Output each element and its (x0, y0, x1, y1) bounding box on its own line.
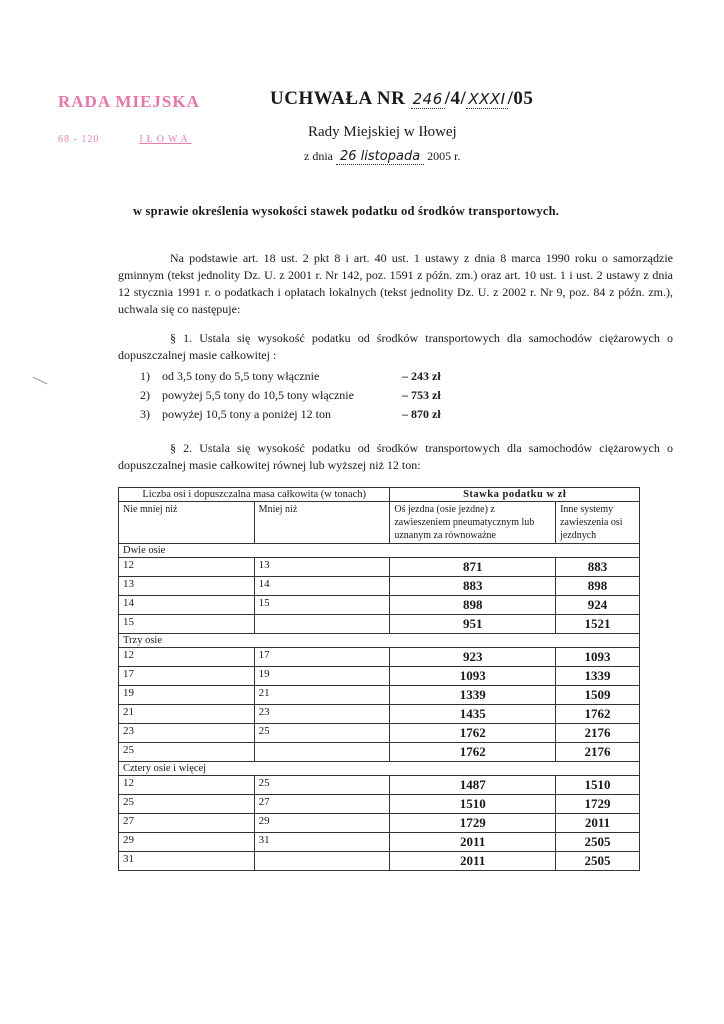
cell-max: 29 (254, 814, 390, 833)
cell-pneumatic: 871 (390, 558, 556, 577)
rate-number: 2) (140, 388, 150, 402)
margin-mark (33, 377, 48, 385)
rate-description: powyżej 10,5 tony a poniżej 12 ton (162, 407, 331, 421)
cell-min: 19 (119, 686, 255, 705)
cell-other: 898 (556, 577, 640, 596)
cell-other: 1509 (556, 686, 640, 705)
cell-pneumatic: 923 (390, 648, 556, 667)
cell-other: 2505 (556, 833, 640, 852)
title-mid: /4/ (444, 88, 467, 109)
header-min: Nie mniej niż (119, 502, 255, 544)
cell-max: 23 (254, 705, 390, 724)
cell-min: 15 (119, 615, 255, 634)
rate-item (140, 386, 480, 405)
cell-min: 21 (119, 705, 255, 724)
resolution-date (304, 149, 690, 164)
date-suffix: 2005 r. (424, 149, 461, 163)
axle-group-label: Trzy osie (119, 634, 640, 648)
cell-pneumatic: 1487 (390, 776, 556, 795)
cell-pneumatic: 898 (390, 596, 556, 615)
axle-group-row (119, 544, 640, 558)
cell-pneumatic: 1510 (390, 795, 556, 814)
cell-other: 1510 (556, 776, 640, 795)
cell-max: 25 (254, 776, 390, 795)
cell-other: 924 (556, 596, 640, 615)
cell-other: 1521 (556, 615, 640, 634)
rate-amount: – 243 zł (402, 369, 441, 383)
tax-rate-table (118, 487, 640, 871)
table-row (119, 724, 640, 743)
header-tax-rate: Stawka podatku w zł (390, 488, 640, 502)
stamp-postcode: 68 - 120 (58, 134, 100, 145)
rate-number: 3) (140, 407, 150, 421)
cell-max: 17 (254, 648, 390, 667)
table-row (119, 814, 640, 833)
header-max: Mniej niż (254, 502, 390, 544)
rate-description: od 3,5 tony do 5,5 tony włącznie (162, 369, 320, 383)
table-row (119, 577, 640, 596)
cell-min: 29 (119, 833, 255, 852)
cell-min: 25 (119, 795, 255, 814)
cell-max: 27 (254, 795, 390, 814)
cell-min: 17 (119, 667, 255, 686)
council-subtitle: Rady Miejskiej w Iłowej (308, 124, 457, 140)
stamp-council-name: RADA MIEJSKA (58, 92, 200, 111)
cell-other: 1729 (556, 795, 640, 814)
section-2-paragraph: § 2. Ustala się wysokość podatku od środków transportowych dla samochodów ciężarowych o dopuszczalnej masie całkowitej równej lub wyższej niż 12 ton: (118, 441, 673, 472)
table-row (119, 776, 640, 795)
cell-pneumatic: 1762 (390, 743, 556, 762)
cell-max: 15 (254, 596, 390, 615)
cell-other: 1093 (556, 648, 640, 667)
rate-amount: – 753 zł (402, 388, 441, 402)
cell-other: 1339 (556, 667, 640, 686)
stamp-town: IŁOWA (139, 134, 192, 145)
cell-max (254, 743, 390, 762)
cell-min: 12 (119, 776, 255, 795)
cell-min: 12 (119, 648, 255, 667)
resolution-subject: w sprawie określenia wysokości stawek podatku od środków transportowych. (133, 204, 560, 218)
cell-pneumatic: 1435 (390, 705, 556, 724)
table-row (119, 795, 640, 814)
resolution-number-handwritten: 246 (412, 90, 443, 108)
table-row (119, 686, 640, 705)
header-other-suspension: Inne systemy zawieszenia osi jezdnych (556, 502, 640, 544)
rate-item (140, 367, 480, 386)
cell-max: 25 (254, 724, 390, 743)
rate-item (140, 405, 480, 424)
cell-min: 12 (119, 558, 255, 577)
table-row (119, 667, 640, 686)
axle-group-row (119, 634, 640, 648)
rate-description: powyżej 5,5 tony do 10,5 tony włącznie (162, 388, 354, 402)
cell-max: 14 (254, 577, 390, 596)
legal-basis-paragraph: Na podstawie art. 18 ust. 2 pkt 8 i art. 40 ust. 1 ustawy z dnia 8 marca 1990 roku o samorządzie gminnym (tekst jednolity Dz. U. z 2001 r. Nr 142, poz. 1591 z późn. zm.) oraz art. 10 ust. 1 i ust. 2 ustawy z dnia 12 stycznia 1991 r. o podatkach i opłatach lokalnych (tekst jednolity Dz. U. z 2002 r. Nr 9, poz. 84 z późn. zm.), uchwala się co następuje: (118, 251, 673, 316)
cell-pneumatic: 951 (390, 615, 556, 634)
cell-other: 2176 (556, 743, 640, 762)
cell-min: 25 (119, 743, 255, 762)
cell-max: 19 (254, 667, 390, 686)
cell-other: 2176 (556, 724, 640, 743)
cell-min: 27 (119, 814, 255, 833)
cell-pneumatic: 2011 (390, 833, 556, 852)
resolution-title (270, 88, 690, 110)
cell-pneumatic: 1762 (390, 724, 556, 743)
cell-min: 14 (119, 596, 255, 615)
header-axles-mass: Liczba osi i dopuszczalna masa całkowita (w tonach) (119, 488, 390, 502)
cell-min: 23 (119, 724, 255, 743)
cell-min: 31 (119, 852, 255, 871)
table-row (119, 705, 640, 724)
cell-max (254, 852, 390, 871)
table-row (119, 615, 640, 634)
header-pneumatic: Oś jezdna (osie jezdne) z zawieszeniem pneumatycznym lub uznanym za równoważne (390, 502, 556, 544)
cell-pneumatic: 1339 (390, 686, 556, 705)
table-row (119, 648, 640, 667)
rates-list (140, 367, 480, 424)
cell-max: 13 (254, 558, 390, 577)
table-row (119, 743, 640, 762)
council-stamp (58, 92, 258, 145)
cell-other: 883 (556, 558, 640, 577)
stamp-address (58, 134, 258, 145)
section-1-paragraph: § 1. Ustala się wysokość podatku od środków transportowych dla samochodów ciężarowych o dopuszczalnej masie całkowitej : (118, 331, 673, 362)
cell-pneumatic: 883 (390, 577, 556, 596)
cell-pneumatic: 1093 (390, 667, 556, 686)
table-row (119, 833, 640, 852)
axle-group-row (119, 762, 640, 776)
axle-group-label: Dwie osie (119, 544, 640, 558)
cell-pneumatic: 1729 (390, 814, 556, 833)
cell-other: 2505 (556, 852, 640, 871)
table-row (119, 852, 640, 871)
session-number-handwritten: XXXI (468, 90, 506, 108)
cell-max: 31 (254, 833, 390, 852)
cell-max (254, 615, 390, 634)
table-row (119, 596, 640, 615)
resolution-header (270, 88, 690, 164)
axle-group-label: Cztery osie i więcej (119, 762, 640, 776)
rate-amount: – 870 zł (402, 407, 441, 421)
cell-other: 2011 (556, 814, 640, 833)
table-row (119, 558, 640, 577)
cell-other: 1762 (556, 705, 640, 724)
date-prefix: z dnia (304, 149, 336, 163)
rate-number: 1) (140, 369, 150, 383)
cell-pneumatic: 2011 (390, 852, 556, 871)
date-handwritten: 26 listopada (336, 149, 424, 165)
cell-max: 21 (254, 686, 390, 705)
title-suffix: /05 (507, 88, 534, 109)
cell-min: 13 (119, 577, 255, 596)
title-prefix: UCHWAŁA NR (270, 88, 411, 109)
